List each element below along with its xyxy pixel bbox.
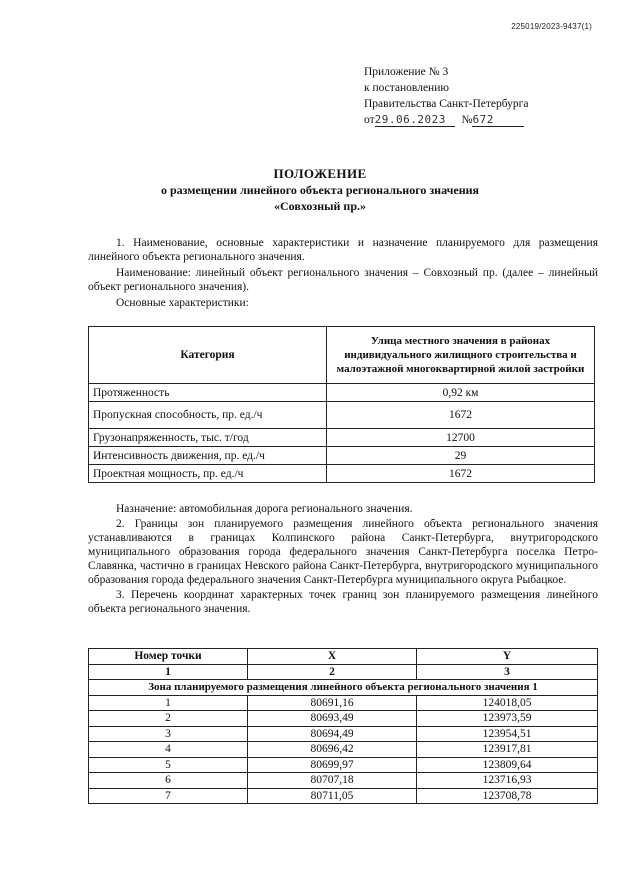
table-row [89,402,595,429]
table-row [89,726,598,742]
row-value: 0,92 км [327,384,595,402]
point-x: 80696,42 [248,742,417,758]
table-row [89,429,595,447]
point-number: 2 [89,711,248,727]
table-row [89,465,595,483]
column-number: 2 [248,664,417,680]
resolution-number: 672 [472,113,524,127]
appendix-date-line [364,112,594,128]
table-row [89,788,598,804]
appendix-block [364,64,594,128]
header-category: Категория [89,327,327,384]
coordinates-numbering-row [89,664,598,680]
row-value: 1672 [327,402,595,429]
row-value: 29 [327,447,595,465]
table-row [89,447,595,465]
point-number: 6 [89,773,248,789]
table-header-row [89,327,595,384]
row-label: Грузонапряженность, тыс. т/год [89,429,327,447]
row-value: 1672 [327,465,595,483]
point-x: 80707,18 [248,773,417,789]
coordinates-header-row [89,649,598,665]
table-row [89,711,598,727]
point-y: 123809,64 [417,757,598,773]
point-number: 7 [89,788,248,804]
title-object-name: «Совхозный пр.» [274,199,366,213]
point-x: 80699,97 [248,757,417,773]
document-title [60,166,580,214]
header-point-number: Номер точки [89,649,248,665]
point-y: 123917,81 [417,742,598,758]
point-number: 3 [89,726,248,742]
header-y: Y [417,649,598,665]
row-label: Пропускная способность, пр. ед./ч [89,402,327,429]
row-value: 12700 [327,429,595,447]
zone-row [89,680,598,696]
point-number: 1 [89,695,248,711]
purpose-line: Назначение: автомобильная дорога регионального значения. [116,503,413,515]
section-1-heading: 1. Наименование, основные характеристики и назначение планируемого для размещения линейного объекта регионального значения. [88,237,598,263]
document-id: 225019/2023-9437(1) [511,22,592,31]
section-3: 3. Перечень координат характерных точек границ зон планируемого размещения линейного объекта регионального значения. [88,589,598,615]
coordinates-table [88,648,598,804]
title-subject: о размещении линейного объекта регионального значения [160,183,480,197]
appendix-government-line: Правительства Санкт-Петербурга [364,98,529,110]
point-x: 80711,05 [248,788,417,804]
zone-title: Зона планируемого размещения линейного объекта регионального значения 1 [89,680,598,696]
point-y: 123708,78 [417,788,598,804]
table-row [89,384,595,402]
section-2-block [88,502,598,616]
point-number: 4 [89,742,248,758]
date-prefix: от [364,114,375,126]
point-number: 5 [89,757,248,773]
point-y: 123954,51 [417,726,598,742]
table-row [89,695,598,711]
point-y: 124018,05 [417,695,598,711]
title-main: ПОЛОЖЕНИЕ [273,166,367,181]
row-label: Протяженность [89,384,327,402]
column-number: 3 [417,664,598,680]
appendix-title: Приложение № 3 [364,66,449,78]
point-y: 123973,59 [417,711,598,727]
row-label: Проектная мощность, пр. ед./ч [89,465,327,483]
section-1-name: Наименование: линейный объект регионального значения – Совхозный пр. (далее – линейный объект регионального значения). [88,267,598,293]
section-1-characteristics-label: Основные характеристики: [116,297,249,309]
number-prefix: № [461,114,473,126]
column-number: 1 [89,664,248,680]
header-x: X [248,649,417,665]
section-1 [88,236,598,310]
point-y: 123716,93 [417,773,598,789]
section-2: 2. Границы зон планируемого размещения линейного объекта регионального значения устанавливаются в границах Колпинского района Санкт-Петербурга, внутригородского муниципального образования города федерального значения Санкт-Петербурга поселка Петро-Славянка, частично в границах Невского района Санкт-Петербурга, внутригородского муниципального образования города федерального значения Санкт-Петербурга муниципального округа Рыбацкое. [88,518,598,586]
header-street-category: Улица местного значения в районах индивидуального жилищного строительства и малоэтажной многоквартирной жилой застройки [327,327,595,384]
table-row [89,757,598,773]
point-x: 80691,16 [248,695,417,711]
row-label: Интенсивность движения, пр. ед./ч [89,447,327,465]
resolution-date: 29.06.2023 [375,113,455,127]
appendix-resolution-line: к постановлению [364,82,449,94]
characteristics-table [88,326,595,483]
point-x: 80693,49 [248,711,417,727]
table-row [89,742,598,758]
point-x: 80694,49 [248,726,417,742]
table-row [89,773,598,789]
